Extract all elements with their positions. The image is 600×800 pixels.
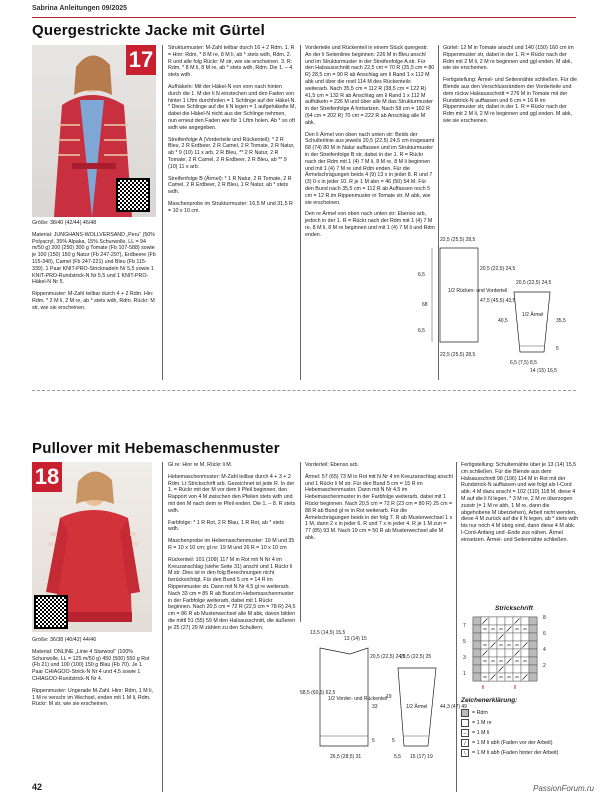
chart-cell (529, 633, 537, 641)
article2-col1 (32, 637, 154, 713)
size-text: Größe: 38/40 (42/44) 46/48 (32, 220, 97, 226)
chart-cell (473, 657, 481, 665)
row-label-5: 5 (463, 639, 466, 645)
d2-armhole: 20,5 (22,5) 24,5 (370, 654, 406, 660)
d1-total-height: 68 (422, 302, 428, 308)
chart-cell (529, 649, 537, 657)
farbfolge-text: Farbfolge: * 1 R Rot, 2 R Blau, 1 R Rot, ab * stets wdh. (168, 519, 284, 533)
chart-cell (481, 633, 489, 641)
chart-cell (497, 617, 505, 625)
chart-cell (529, 625, 537, 633)
chart-cell (489, 649, 497, 657)
aermel-re-text: Den re Ärmel von oben nach unten str: Ebenso arb, jedoch in der 1. R = Rückr nach der Rdm mit 1 (4) 7 M re, 8 M li, 8 M re beginnen und mit 1 (4) 7 M li und Rdm enden. (305, 211, 435, 238)
chart-cell (473, 633, 481, 641)
size2-text: Größe: 36/38 (40/42) 44/46 (32, 637, 97, 643)
d1-middle: 20,5 (22,5) 24,5 (480, 266, 516, 272)
chart-cell (481, 665, 489, 673)
chart-cell (529, 673, 537, 681)
qr-code-2[interactable] (34, 595, 68, 629)
row-label-4: 4 (543, 647, 546, 653)
knit-symbol-icon (461, 719, 469, 727)
article1-col3 (305, 45, 435, 244)
article1-number: 17 (126, 45, 156, 75)
row-label-1: 1 (463, 671, 466, 677)
d1-bottom-left: 6,5 (418, 328, 425, 334)
d2-sleeve-mid: 19 (386, 694, 392, 700)
struktur-text: Strukturmuster: M-Zahl teilbar durch 16 + 2 Rdm. 1. R = Hinr: Rdm, * 8 M re, 8 M li, ab * stets wdh, Rdm. 2. R und alle folg Rückr: M str, wie sie erscheinen. 3. R: Rdm, * 8 M li, 8 M re, ab * stets wdh, Rdm. Die 1. – 4. stets wdh. (168, 45, 295, 79)
schematic-diagram-2 (300, 628, 467, 768)
legend-item: = 1 M re (461, 718, 579, 728)
d1-sleeve-width: 40,5 (498, 318, 508, 324)
streifen-b-text: Streifenfolge B (Ärmel): * 1 R Natur, 2 R Tomate, 2 R Camel, 2 R Erdbeer, 2 R Bleu, 1 R Natur, ab * stets wdh. (168, 175, 292, 196)
col-rule (162, 45, 163, 380)
maschenprobe2-text: Maschenprobe im Hebemaschenmuster: 19 M und 35 R = 10 x 10 cm; gl re: 19 M und 26 R = 10 x 10 cm (168, 538, 295, 551)
chart-cell (489, 665, 497, 673)
chart-cell (473, 665, 481, 673)
slip-front-symbol-icon: / (461, 739, 469, 747)
d1-sleeve-top: 20,5 (22,5) 24,5 (516, 280, 552, 286)
header-rule (32, 17, 576, 18)
chart-cell (505, 665, 513, 673)
legend-title: Zeichenerklärung: (461, 697, 518, 704)
chart-cell (473, 673, 481, 681)
fertig-text: Fertigstellung: Ärmel- und Seitennähte schließen. Für die Blende aus den Verschlussrändern der Vorderteile und dem rückw Halsausschnitt = 276 M in Tomate mit der Rundstrick-N auffassen und 6 cm = 16 R im Rippenmuster str, dabei in der 1. R = Rückr nach der Rdm mit 2 M li, 2 M re beginnen und ggl enden. M abk, wie sie erscheinen. (443, 77, 577, 124)
chart-cell (497, 649, 505, 657)
streifen-a-text: Streifenfolge A (Vorderteile und Rückenteil): * 2 R Bleu, 2 R Erdbeer, 2 R Camel, 2 R Tomate, 2 R Natur, ab * 9 (10) 11 x arb, 2 R Bleu, ** 2 R Natur, 2 R Tomate, 2 R Camel, 2 R Erdbeer, 2 R Bleu, ab ** 9 (10) 11 x arb. (168, 136, 295, 170)
chart-cell (489, 633, 497, 641)
chart-cell (473, 617, 481, 625)
d1-sleeve-bottom-a: 6,5 (7,5) 8,5 (510, 360, 537, 366)
chart-cell (505, 617, 513, 625)
legend-item: = Rdm (461, 708, 579, 718)
vorderteil-text: Vorderteil: Ebenso arb. (305, 462, 359, 468)
chart-cell (521, 665, 529, 673)
row-label-2: 2 (543, 663, 546, 669)
vorderteile-text: Vorderteile und Rückenteil in einem Stück quergestr. An der li Seitenlinie beginnen: 226 M in Bleu anschl und im Strukturmuster in der Streifenfolge A str. Für den Halsausschnitt nach 22,5 cm = 70 R (25,5 cm = 80 R) 28,5 cm = 90 R ab Anschlag am li Rand 1 x 112 M abk und über die restl 114 M des Rückenteils weiterarb. Nach 35,5 cm = 112 R (38,5 cm = 122 R) 41,5 cm = 132 R ab Anschlag am li Rand 1 x 112 M aufhäkeln = 226 M und über alle M das Strukturmuster in der Streifenfolge A fortsetzen. Nach 58 cm = 182 R (64 cm = 202 R) 70 cm = 222 R ab Anschlag alle M abk. (305, 45, 435, 126)
d2-width: 26,5 (28,5) 31 (330, 754, 362, 760)
chart-cell (513, 633, 521, 641)
glre-text: Gl re: Hinr re M, Rückr li M. (168, 462, 233, 468)
chart-cell (513, 665, 521, 673)
row-label-6: 6 (543, 631, 546, 637)
d2-back-label: 1/2 Vorder- und Rückenteil (328, 696, 388, 702)
d1-sleeve-len: 35,5 (556, 318, 566, 324)
d1-top: 22,5 (25,5) 28,5 (440, 237, 476, 243)
col-rule (300, 45, 301, 380)
d2-shoulder: 13,5 (14,5) 15,5 (310, 630, 346, 636)
aermel2-text: Ärmel: 57 (65) 73 M in Rot mit N Nr 4 im Kreuzanschlag anschl und 1 Rückr li M str. Für den Bund 5 cm = 15 R im Hebemaschenmuster. Dann mit N Nr 4,5 im Hebemaschenmuster in der Farbfolge weiterarb, dabei mit 1 Rückr beginnen. Nach 20,5 cm = 72 R (23 cm = 80 R) 25 cm = 88 R ab Bund gl re in Rot weiterarb. Für die Ärmelschrägungen beids in der folg 7. R ab Musterwechsel 1 x 1 M, dann 2 x in jeder 6. R und 7 x in jeder 4. R je 1 M zun = 77 (85) 93 M. Nach 19 cm = 50 R ab Musterwechsel alle M abk. (305, 473, 453, 541)
chart-cell (473, 649, 481, 657)
chart-cell (521, 649, 529, 657)
row-label-7: 7 (463, 623, 466, 629)
chart-cell (529, 665, 537, 673)
material2-text: Material: ONLINE „Linie 4 Starwool“ (100% Schurwolle, LL = 125 m/50 g) 450 (500) 550 g Rot (Fb 21) und 100 (100) 150 g Blau (Fb 70). Je 1 Paar CHIAGOO-Strick-N Nr 4 und 4,5 sowie 1 CHIAGOO-Rundstrick-N Nr 4. (32, 648, 150, 682)
material-text: Material: JUNGHANS-WOLLVERSAND „Peru“ (50% Polyacryl, 35% Alpaka, 15% Schurwolle, LL = 94 m/50 g) 200 (250) 300 g Tomate (Fb 107-588) sowie je 100 (150) 150 g Natur (Fb 247-297), Erdbeere (Fb 115-340), Camel (Fb 247-221) und Bleu (Fb 115-339). 1 Paar KNIT-PRO-Stricknadeln Nr 5,5 sowie 1 KNIT-PRO-Rundstrick-N Nr 5,5 und 1 KNIT-PRO-Häkel-N Nr 5. (32, 231, 156, 286)
article1-col1 (32, 220, 158, 317)
d1-sleeve-bottom-b: 14 (15) 16,5 (530, 368, 557, 374)
d2-sleeve-bottom-a: 5,5 (394, 754, 401, 760)
d2-sleeve-label: 1/2 Ärmel (406, 704, 428, 710)
aufhaekeln-text: Aufhäkeln: Mit der Häkel-N von vorn nach hinten durch die 1. M der li N einstechen und den Faden von hinter 1 Lftm durchholen = 1 Schlinge auf der Häkel-N. * Diese Schlinge auf die li N legen = 1 aufgehäkelte M, dabei die Häkel-N nicht aus der Schlinge nehmen, nun erneut den Faden wie für 1 Lftm holen. Ab * so oft wdh wie angegeben. (168, 83, 296, 131)
hebe-text: Hebemaschenmuster: M-Zahl teilbar durch 4 + 3 + 2 Rdm. Lt Strickschrift arb. Gezeichnet ist jede R. In der 1. = Rückr mit der M vor dem li Pfeil beginnen, den Rapport von 4 M zwischen den Pfeilen stets wdh und mit den M nach dem re Pfeil enden. Die 1. – 8. R stets wdh. (168, 473, 296, 514)
article2-title: Pullover mit Hebemaschenmuster (32, 440, 280, 457)
chart-cell (521, 617, 529, 625)
article1-col4 (443, 45, 578, 130)
rippen2-text: Rippenmuster: Ungerade M-Zahl. Hinr: Rdm, 1 M li, 1 M re verschr im Wechsel, enden mit 1 M li, Rdm. Rückr: M str, wie sie erscheinen. (32, 687, 153, 708)
legend-item: \ = 1 M li abh (Faden hinter der Arbeit) (461, 748, 579, 758)
d2-neck: 13 (14) 15 (344, 636, 367, 642)
article1-col2 (168, 45, 296, 220)
d2-sleeve-height: 44,3 (47) 49 (440, 704, 467, 710)
chart-cell (473, 625, 481, 633)
d1-sleeve-bund: 5 (556, 346, 559, 352)
maschenprobe-text: Maschenprobe im Strukturmuster: 16,5 M und 31,5 R = 10 x 10 cm. (168, 200, 293, 214)
d1-inner: 47,5 (45,5) 43,5 (480, 298, 516, 304)
aermel-li-text: Den li Ärmel von oben nach unten str: Beids der Schulterlinie aus jeweils 20,5 (22,5) 24,5 cm insgesamt 68 (74) 80 M in Natur auffassen und im Strukturmuster in der Streifenfolge B str, dabei in der 1. R = Rückr nach der Rdm mit 1 (4) 7 M li, 8 M re, 8 M li beginnen und mit 1 (4) 7 M re und Rdm enden. Für die Ärmelschrägungen beids 4 (9) 13 x in jeder 8. R und 7 (3) 0 x in jeder 10. R je 1 M abn = 46 (50) 54 M. Für den Bund nach 35,5 cm = 112 R ab Auffassen noch 5 cm = 12 R im Rippenmuster in Tomate str. M abk, wie sie erscheinen. (305, 131, 435, 206)
legend-item: / = 1 M li abh (Faden vor der Arbeit) (461, 738, 579, 748)
watermark: PassionForum.ru (533, 784, 594, 793)
chart-cell (529, 617, 537, 625)
d2-bund: 5 (372, 738, 375, 744)
row-label-3: 3 (463, 655, 466, 661)
rueckenteil-text: Rückenteil: 101 (109) 117 M in Rot mit N Nr 4 im Kreuzanschlag (siehe Seite 31) anschl und 1 Rückr li M str. Dies ist in den folg Berechnungen nicht berücksichtigt. Für den Bund 5 cm = 14 R im Rippenmuster str. Dann mit N Nr 4,5 gl re weiterarb. Nach 33 cm = 85 R ab Bund im Hebemaschenmuster in der Farbfolge weiterarb, dabei mit 1 Rückr beginnen. Nach 20,5 cm = 72 R (22,5 cm = 78 R) 24,5 cm = 86 R ab Musterwechsel alle M abk, davon bilden die mittl 51 (55) 59 M den Halsausschnitt, die äußeren je 25 (27) 29 M zählen zu den Schultern. (168, 556, 296, 631)
d2-sleeve-top: 20,5 (22,5) 25 (400, 654, 432, 660)
knitting-chart (461, 615, 579, 691)
article-divider (32, 390, 576, 391)
page-number: 42 (32, 782, 43, 792)
chart-cell (529, 657, 537, 665)
legend-item: – = 1 M li (461, 728, 579, 738)
magazine-header: Sabrina Anleitungen 09/2025 (32, 5, 128, 12)
col-rule (456, 462, 457, 792)
d1-side-left: 6,5 (418, 272, 425, 278)
chart-cell (489, 617, 497, 625)
rdm-symbol-icon (461, 709, 469, 717)
article2-col4 (461, 462, 579, 549)
guertel-text: Gürtel: 12 M in Tomate anschl und 140 (150) 160 cm im Rippenmuster str, dabei in der 1. R = Rückr nach der Rdm mit 2 M li, 2 M re beginnen und ggl enden. M abk, wie sie erscheinen. (443, 45, 574, 72)
rippen-text: Rippenmuster: M-Zahl teilbar durch 4 + 2 Rdm. Hin: Rdm, * 2 M li, 2 M re, ab * stets wdh, Rdm. Rückr: M str, wie sie erscheinen. (32, 291, 155, 311)
col-rule (162, 462, 163, 792)
fertig2-text: Fertigstellung: Schulternähte über je 13 (14) 15,5 cm schließen. Für die Blende aus dem Halsausschnitt 98 (106) 114 M in Rot mit der Rundstrick-N auffassen und wie folgt als I-Cord abk: 4 M dazu anschl = 102 (110) 118 M, diese 4 M auf die li N legen, * 3 M re, 2 M re überzogen zusstr (= 1 M re abh, 1 M re, dann die abgehobene M überziehen), Arbeit nicht wenden, diese 4 M zurück auf die li N legen, ab * stets wdh bis nur noch 4 M übrig sind, dann diese 4 M abk. I-Cord-Anfang und -Ende zus nähen. Ärmel einsetzen. Ärmel- und Seitennähte schließen. (461, 462, 579, 543)
qr-code-1[interactable] (116, 178, 150, 212)
d2-sleeve-bund: 5 (392, 738, 395, 744)
chart-cell (521, 633, 529, 641)
chart-cell (505, 649, 513, 657)
d1-bottom: 22,5 (25,5) 28,5 (440, 352, 476, 358)
d2-sleeve-bottom-b: 15 (17) 19 (410, 754, 433, 760)
chart-title: Strickschrift (495, 605, 533, 612)
row-label-8: 8 (543, 615, 546, 621)
purl-symbol-icon: – (461, 729, 469, 737)
chart-cell (505, 633, 513, 641)
d1-back-label: 1/2 Rücken- und Vorderteil (448, 288, 508, 294)
d1-sleeve-label: 1/2 Ärmel (522, 312, 544, 318)
article1-title: Quergestrickte Jacke mit Gürtel (32, 22, 265, 39)
chart-cell (529, 641, 537, 649)
chart-cell (473, 641, 481, 649)
d2-body: 33 (372, 704, 378, 710)
article2-col2 (168, 462, 296, 637)
slip-back-symbol-icon: \ (461, 749, 469, 757)
schematic-diagram-1 (418, 232, 578, 380)
article2-col3 (305, 462, 453, 547)
col-rule (300, 462, 301, 622)
legend (461, 708, 579, 758)
article2-number: 18 (32, 462, 62, 492)
d2-height: 58,5 (60,5) 62,5 (300, 690, 336, 696)
